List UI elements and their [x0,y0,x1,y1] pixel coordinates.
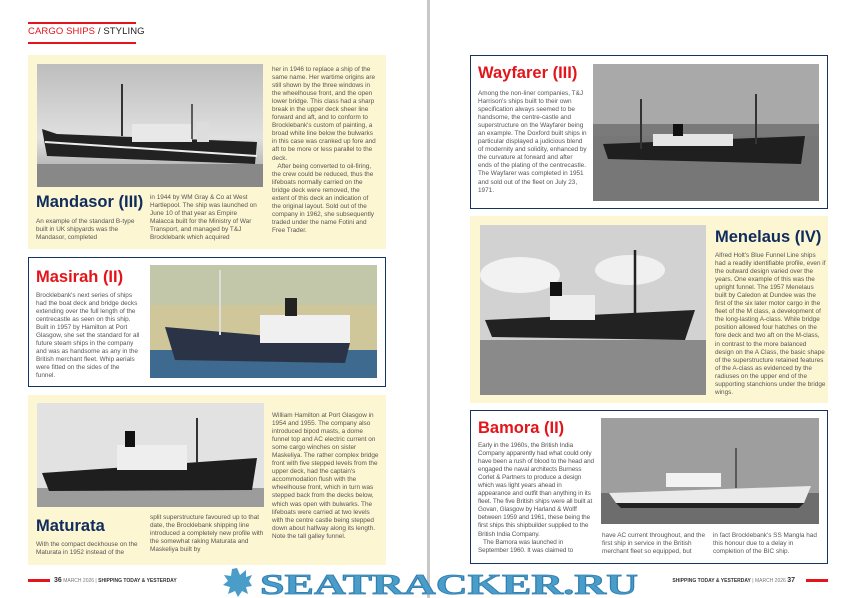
wayfarer-photo [593,64,819,201]
article-text: Brocklebank's next series of ships had the boat deck and bridge decks extending over the full length of the centrecastle as seen on this ship. Built in 1957 by Hamilton at Port Glasgow, she set the standard for all future steam ships in the company and was as handsome as any in the British merchant fleet. Whip aerials were fitted on the sides of the funnel. [36,292,140,380]
paragraph: The Bamora was launched in September 1960. It was claimed to [478,538,574,554]
mandasor-photo [37,64,263,187]
article-text: have AC current throughout, and the first ship in service in the British merchant fleet so equipped, but [602,532,706,556]
article-title: Masirah (II) [36,268,124,286]
page-number: 36 [54,577,62,584]
footer-right [672,577,795,584]
article-title: Bamora (II) [478,419,565,437]
bamora-photo [601,418,819,524]
article-title: Mandasor (III) [36,193,144,211]
header-rule-top [28,22,136,24]
footer-left [54,577,177,584]
article-text: Alfred Holt's Blue Funnel Line ships had a readily identifiable profile, even if the outward design varied over the years. One example of this was the upright funnel. The 1957 Menelaus built by Caledon at Dundee was the first of the six later motor cargo in the fleet of the M class, a development of the long-lasting A-class. While bridge position allowed four hatches on the fore deck and two aft on the M-class, in contrast to the more balanced design on the A Class, the basic shape of the superstructure retained features of the A-class as evidenced by the radiuses on the upper end of the supporting stanchions under the bridge wings. [715,252,826,396]
article-title: Menelaus (IV) [715,228,822,246]
issue-date: MARCH 2026 [754,578,786,584]
paragraph: Early in the 1960s, the British India Company apparently had what could only have been a rush of blood to the head and engaged the naval architects Burness Corlet & Partners to produce a design which was light years ahead in appearance and outfit than anything in its fleet. The five British ships were all built at Govan, Glasgow by Harland & Wolff between 1959 and 1961, these being the first ships this shipbuilder supplied to the British India Company. [478,442,594,538]
article-text [478,442,594,555]
article-text: Among the non-liner companies, T&J Harrison's ships built to their own specification always seemed to be handsome, the centre-castle and superstructure on the Wayfarer being an example. The Doxford built ships in particular displayed a judicious blend of modernity and solidity, enhanced by the curvature at forward and after ends of the plating of the centrecastle. The Wayfarer was completed in 1951 and sold out of the fleet on July 23, 1971. [478,90,587,194]
article-title: Maturata [36,517,105,535]
page-gutter [427,0,430,598]
maturata-photo [37,403,264,507]
article-text: in 1944 by WM Gray & Co at West Hartlepool. The ship was launched on June 10 of that year as Empire Malacca built for the Ministry of War Transport, and managed by T&J Brocklebank which acquired [150,194,257,242]
paragraph: After being converted to oil-firing, the crew could be reduced, thus the lifeboats normally carried on the bridge deck were removed, the extent of this deck an indication of the original layout. Sold out of the company in 1962, she subsequently traded under the name Fotini and Free Trader. [272,162,374,234]
issue-date: MARCH 2026 [63,578,95,584]
article-text [272,66,378,235]
page-number: 37 [787,577,795,584]
article-text: An example of the standard B-type built in UK shipyards was the Mandasor, completed [36,218,135,242]
menelaus-photo [480,225,706,395]
magazine-name: SHIPPING TODAY & YESTERDAY [672,578,751,584]
paragraph: her in 1946 to replace a ship of the same name. Her wartime origins are still shown by the three windows in the wheelhouse front, and the open lower bridge. This class had a sharp break in the upper deck sheer line forward and aft, and to conform to Brocklebank's custom of painting, a broad white line below the bulwarks in this case was cranked up fore and aft to be more or less parallel to the deck. [272,66,376,162]
section-header [28,26,145,37]
article-text: in fact Brocklebank's SS Mangla had this honour due to a delay in completion of the BIC ship. [713,532,817,556]
article-text: William Hamilton at Port Glasgow in 1954 and 1955. The company also introduced bipod masts, a dome funnel top and AC electric current on some cargo winches on sister Maskeliya. The rather complex bridge front with five stepped levels from the upper deck, had the captain's accommodation flush with the wheelhouse front, which in turn was stepped back from the decks below, which was open with bulwarks. The lifeboats were carried at two levels with the centre castle being stepped down about halfway along its length. Note the tall galley funnel. [272,412,379,540]
separator: | [750,578,755,584]
magazine-name: SHIPPING TODAY & YESTERDAY [98,578,177,584]
footer-accent-bar [28,579,50,582]
article-text: split superstructure favoured up to that date, the Brocklebank shipping line introduced a completely new profile with the somewhat raking Maturata and Maskeliya built by [150,514,264,554]
subsection-label: STYLING [103,26,145,37]
separator: / [95,26,104,37]
masirah-painting [150,265,377,378]
section-label: CARGO SHIPS [28,26,96,37]
article-text: With the compact deckhouse on the Maturata in 1952 instead of the [36,541,138,557]
footer-accent-bar [806,579,828,582]
separator: | [94,578,99,584]
header-rule-bottom [28,42,136,44]
article-title: Wayfarer (III) [478,64,578,82]
watermark-text: SEATRACKER.RU [260,570,638,598]
